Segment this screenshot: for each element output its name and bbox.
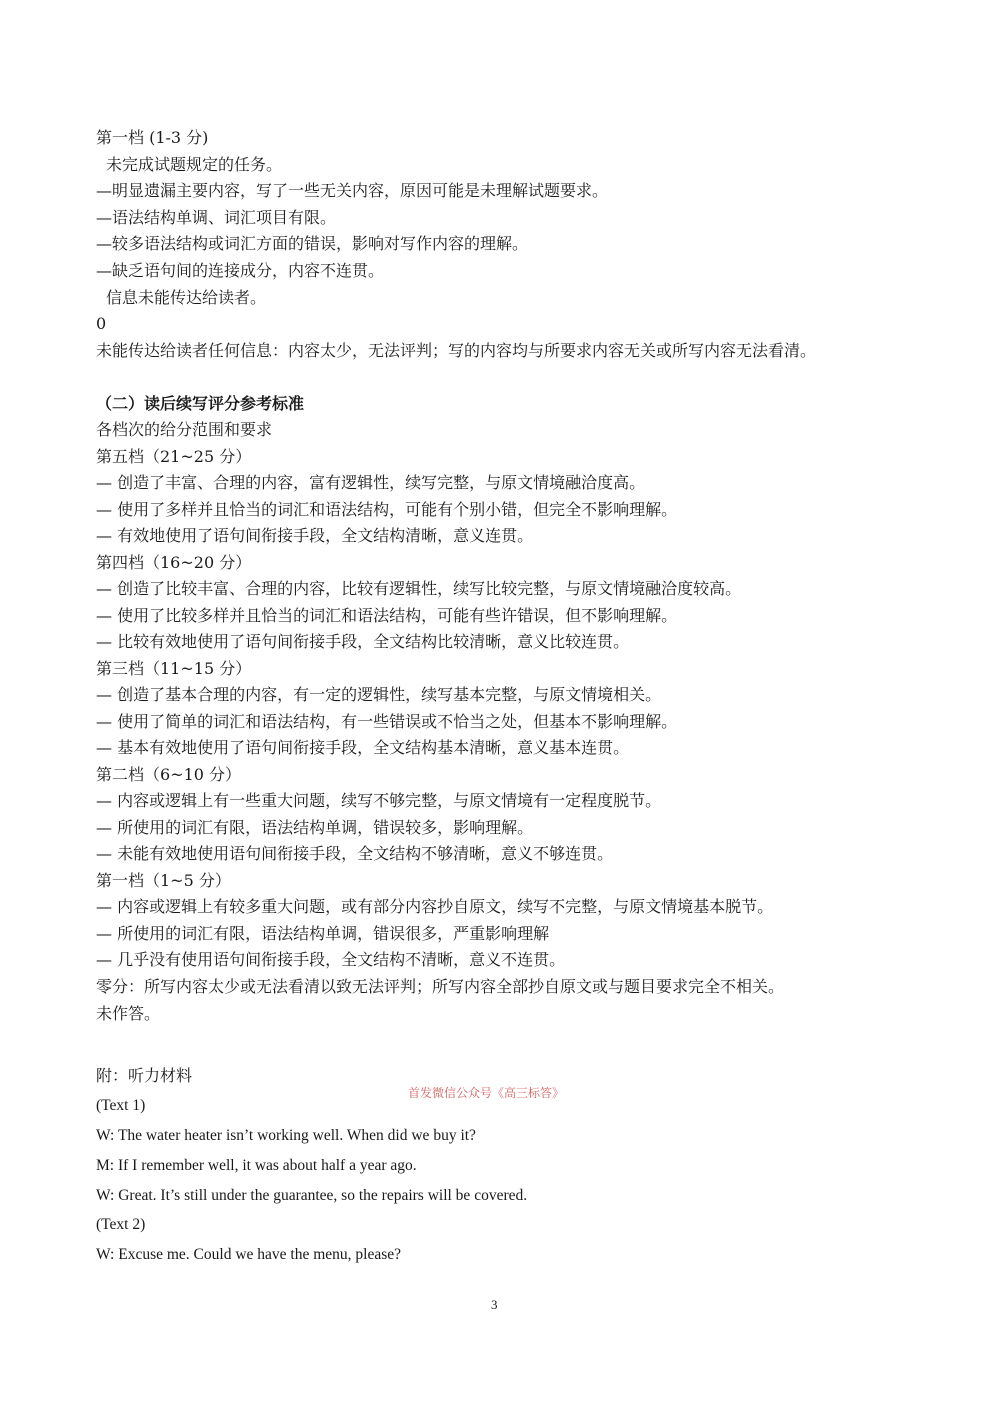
section-subheading: 各档次的给分范围和要求 [96, 420, 273, 439]
tier-line: — 使用了简单的词汇和语法结构，有一些错误或不恰当之处，但基本不影响理解。 [96, 712, 678, 731]
tier-line: — 使用了多样并且恰当的词汇和语法结构，可能有个别小错，但完全不影响理解。 [96, 500, 678, 519]
tier-line: — 内容或逻辑上有较多重大问题，或有部分内容抄自原文，续写不完整，与原文情境基本脱节。 [96, 897, 774, 916]
tier1-line: 信息未能传达给读者。 [106, 288, 267, 307]
tier-line: — 所使用的词汇有限，语法结构单调，错误很多，严重影响理解 [96, 924, 550, 943]
watermark-text: 首发微信公众号《高三标答》 [408, 1086, 565, 1100]
tier-line: — 创造了基本合理的内容，有一定的逻辑性，续写基本完整，与原文情境相关。 [96, 685, 662, 704]
tier-line: — 未能有效地使用语句间衔接手段，全文结构不够清晰，意义不够连贯。 [96, 844, 614, 863]
transcript-line: (Text 1) [96, 1097, 146, 1114]
tier-line: — 使用了比较多样并且恰当的词汇和语法结构，可能有些许错误，但不影响理解。 [96, 606, 678, 625]
page-number: 3 [491, 1297, 498, 1312]
tier1-line: —缺乏语句间的连接成分，内容不连贯。 [96, 261, 385, 280]
tier-title: 第三档（11~15 分） [96, 659, 252, 678]
tier-title: 第一档（1~5 分） [96, 871, 231, 890]
tier0-title: 0 [96, 314, 107, 333]
section-heading: （二）读后续写评分参考标准 [96, 394, 305, 413]
tier0-desc: 未能传达给读者任何信息：内容太少，无法评判；写的内容均与所要求内容无关或所写内容无法看清。 [96, 341, 817, 360]
tier-title: 第五档（21~25 分） [96, 447, 252, 466]
tier-line: — 有效地使用了语句间衔接手段，全文结构清晰，意义连贯。 [96, 526, 534, 545]
tier-line: — 所使用的词汇有限，语法结构单调，错误较多，影响理解。 [96, 818, 534, 837]
tier1-line: —较多语法结构或词汇方面的错误，影响对写作内容的理解。 [96, 234, 529, 253]
zero-score-text: 零分：所写内容太少或无法看清以致无法评判；所写内容全部抄自原文或与题目要求完全不相关。 [96, 977, 785, 996]
tier-line: — 创造了丰富、合理的内容，富有逻辑性，续写完整，与原文情境融洽度高。 [96, 473, 646, 492]
tier1-line: —语法结构单调、词汇项目有限。 [96, 208, 337, 227]
tier1-line: —明显遗漏主要内容，写了一些无关内容，原因可能是未理解试题要求。 [96, 181, 609, 200]
transcript-line: W: Great. It’s still under the guarantee, so the repairs will be covered. [96, 1187, 528, 1204]
transcript-line: W: Excuse me. Could we have the menu, please? [96, 1246, 402, 1263]
transcript-line: W: The water heater isn’t working well. When did we buy it? [96, 1127, 476, 1144]
tier1-title: 第一档 (1-3 分) [96, 128, 209, 147]
tier1-line: 未完成试题规定的任务。 [106, 155, 283, 174]
tier-title: 第四档（16~20 分） [96, 553, 252, 572]
tier-title: 第二档（6~10 分） [96, 765, 242, 784]
tier-line: — 几乎没有使用语句间衔接手段，全文结构不清晰，意义不连贯。 [96, 950, 566, 969]
tier-line: — 内容或逻辑上有一些重大问题，续写不够完整，与原文情境有一定程度脱节。 [96, 791, 662, 810]
tier-line: — 创造了比较丰富、合理的内容，比较有逻辑性，续写比较完整，与原文情境融洽度较高。 [96, 579, 742, 598]
transcript-line: M: If I remember well, it was about half a year ago. [96, 1157, 417, 1174]
tier-line: — 基本有效地使用了语句间衔接手段，全文结构基本清晰，意义基本连贯。 [96, 738, 630, 757]
no-answer-text: 未作答。 [96, 1004, 161, 1023]
appendix-title: 附：听力材料 [96, 1066, 193, 1085]
tier-line: — 比较有效地使用了语句间衔接手段，全文结构比较清晰，意义比较连贯。 [96, 632, 630, 651]
transcript-line: (Text 2) [96, 1216, 146, 1233]
